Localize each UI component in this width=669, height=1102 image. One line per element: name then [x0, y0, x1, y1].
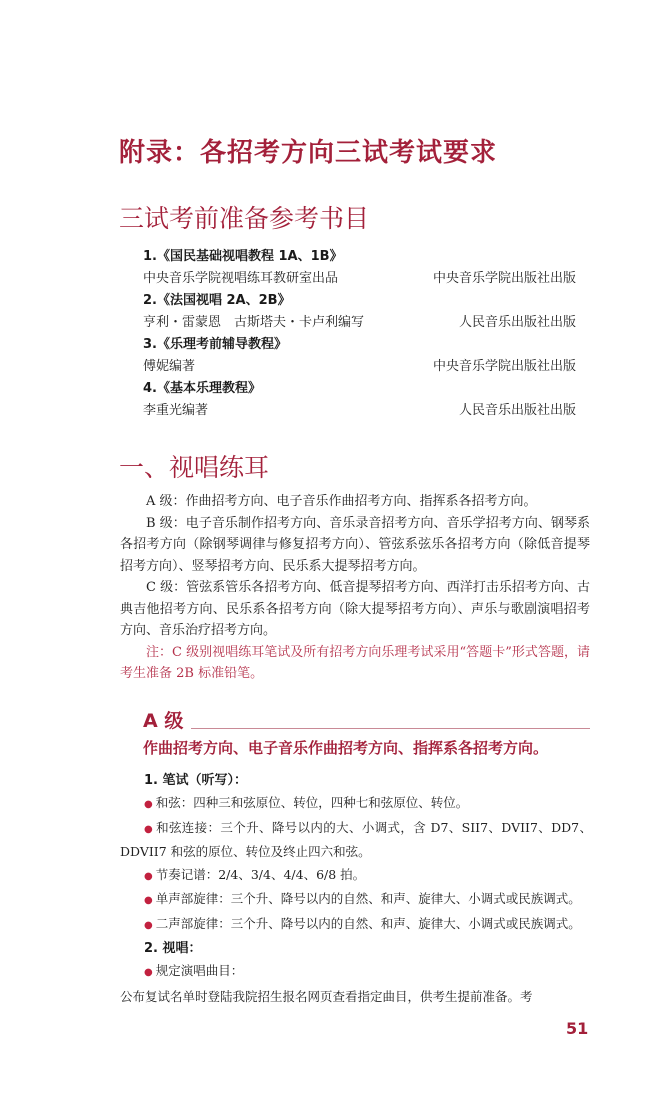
book-publication: [143, 312, 576, 334]
level-a-details: [120, 769, 592, 1008]
bullet-icon: ●: [144, 967, 153, 978]
book-publication: [143, 400, 576, 422]
book-publisher: 中央音乐学院出版社出版: [432, 271, 576, 286]
book-author: 傅妮编著: [143, 359, 196, 374]
book-title: 3.《乐理考前辅导教程》: [143, 337, 287, 352]
book-publisher: 中央音乐学院出版社出版: [432, 359, 576, 374]
book-title: 4.《基本乐理教程》: [143, 381, 261, 396]
level-a-label: A 级: [143, 710, 184, 732]
book-entry: [143, 378, 576, 422]
level-c-description: C 级：管弦系管乐各招考方向、低音提琴招考方向、西洋打击乐招考方向、古典吉他招考方向、民乐系各招考方向（除大提琴招考方向）、声乐与歌剧演唱招考方向、音乐治疗招考方向。: [120, 580, 590, 638]
answer-card-note: 注：C 级别视唱练耳笔试及所有招考方向乐理考试采用“答题卡”形式答题，请考生准备 2B 标准铅笔。: [120, 644, 590, 681]
book-author: 中央音乐学院视唱练耳教研室出品: [143, 271, 339, 286]
bullet-icon: ●: [144, 895, 153, 906]
book-entry: [143, 290, 576, 334]
list-item: ● 节奏记谱：2/4、3/4、4/4、6/8 拍。: [120, 864, 592, 889]
book-publication: [143, 268, 576, 290]
page-title: 附录：各招考方向三试考试要求: [119, 138, 498, 168]
section-heading-books: 三试考前准备参考书目: [119, 204, 370, 233]
level-a-description: A 级：作曲招考方向、电子音乐作曲招考方向、指挥系各招考方向。: [146, 494, 537, 509]
book-author: 亨利・雷蒙恩 古斯塔夫・卡卢利编写: [143, 315, 365, 330]
level-descriptions: [120, 491, 590, 685]
level-b-description: B 级：电子音乐制作招考方向、音乐录音招考方向、音乐学招考方向、钢琴系各招考方向（除钢琴调律与修复招考方向）、管弦系弦乐各招考方向（除低音提琴招考方向）、竖琴招考方向、民乐系大提琴招考方向。: [120, 515, 590, 574]
bullet-icon: ●: [144, 919, 153, 931]
bullet-icon: ●: [144, 799, 153, 810]
list-item: ● 和弦连接：三个升、降号以内的大、小调式，含 D7、SII7、DVII7、DD7、DDVII7 和弦的原位、转位及终止四六和弦。: [120, 819, 592, 859]
level-a-subtitle: 作曲招考方向、电子音乐作曲招考方向、指挥系各招考方向。: [143, 739, 549, 757]
list-item: ● 和弦：四种三和弦原位、转位，四种七和弦原位、转位。: [120, 792, 592, 817]
sight-singing-text: 公布复试名单时登陆我院招生报名网页查看指定曲目，供考生提前准备。考: [120, 988, 533, 1004]
level-a-header: [143, 706, 590, 733]
bullet-icon: ●: [144, 823, 153, 835]
sight-singing-heading: 2. 视唱：: [144, 941, 202, 956]
list-item: ● 规定演唱曲目：: [120, 960, 592, 985]
page-number: 51: [566, 1019, 589, 1038]
list-item: ● 单声部旋律：三个升、降号以内的自然、和声、旋律大、小调式或民族调式。: [120, 888, 592, 913]
book-entry: [143, 246, 576, 290]
book-publisher: 人民音乐出版社出版: [458, 403, 576, 418]
book-publication: [143, 356, 576, 378]
book-publisher: 人民音乐出版社出版: [458, 315, 576, 330]
level-a-divider: [191, 728, 590, 729]
book-author: 李重光编著: [143, 403, 209, 418]
bullet-icon: ●: [144, 870, 153, 882]
book-title: 1.《国民基础视唱教程 1A、1B》: [143, 249, 343, 264]
section-heading-sight-singing: 一、视唱练耳: [119, 453, 270, 482]
book-list: [143, 246, 576, 422]
written-test-heading: 1. 笔试（听写）：: [144, 773, 248, 788]
book-entry: [143, 334, 576, 378]
list-item: ● 二声部旋律：三个升、降号以内的自然、和声、旋律大、小调式或民族调式。: [120, 913, 592, 938]
book-title: 2.《法国视唱 2A、2B》: [143, 293, 291, 308]
